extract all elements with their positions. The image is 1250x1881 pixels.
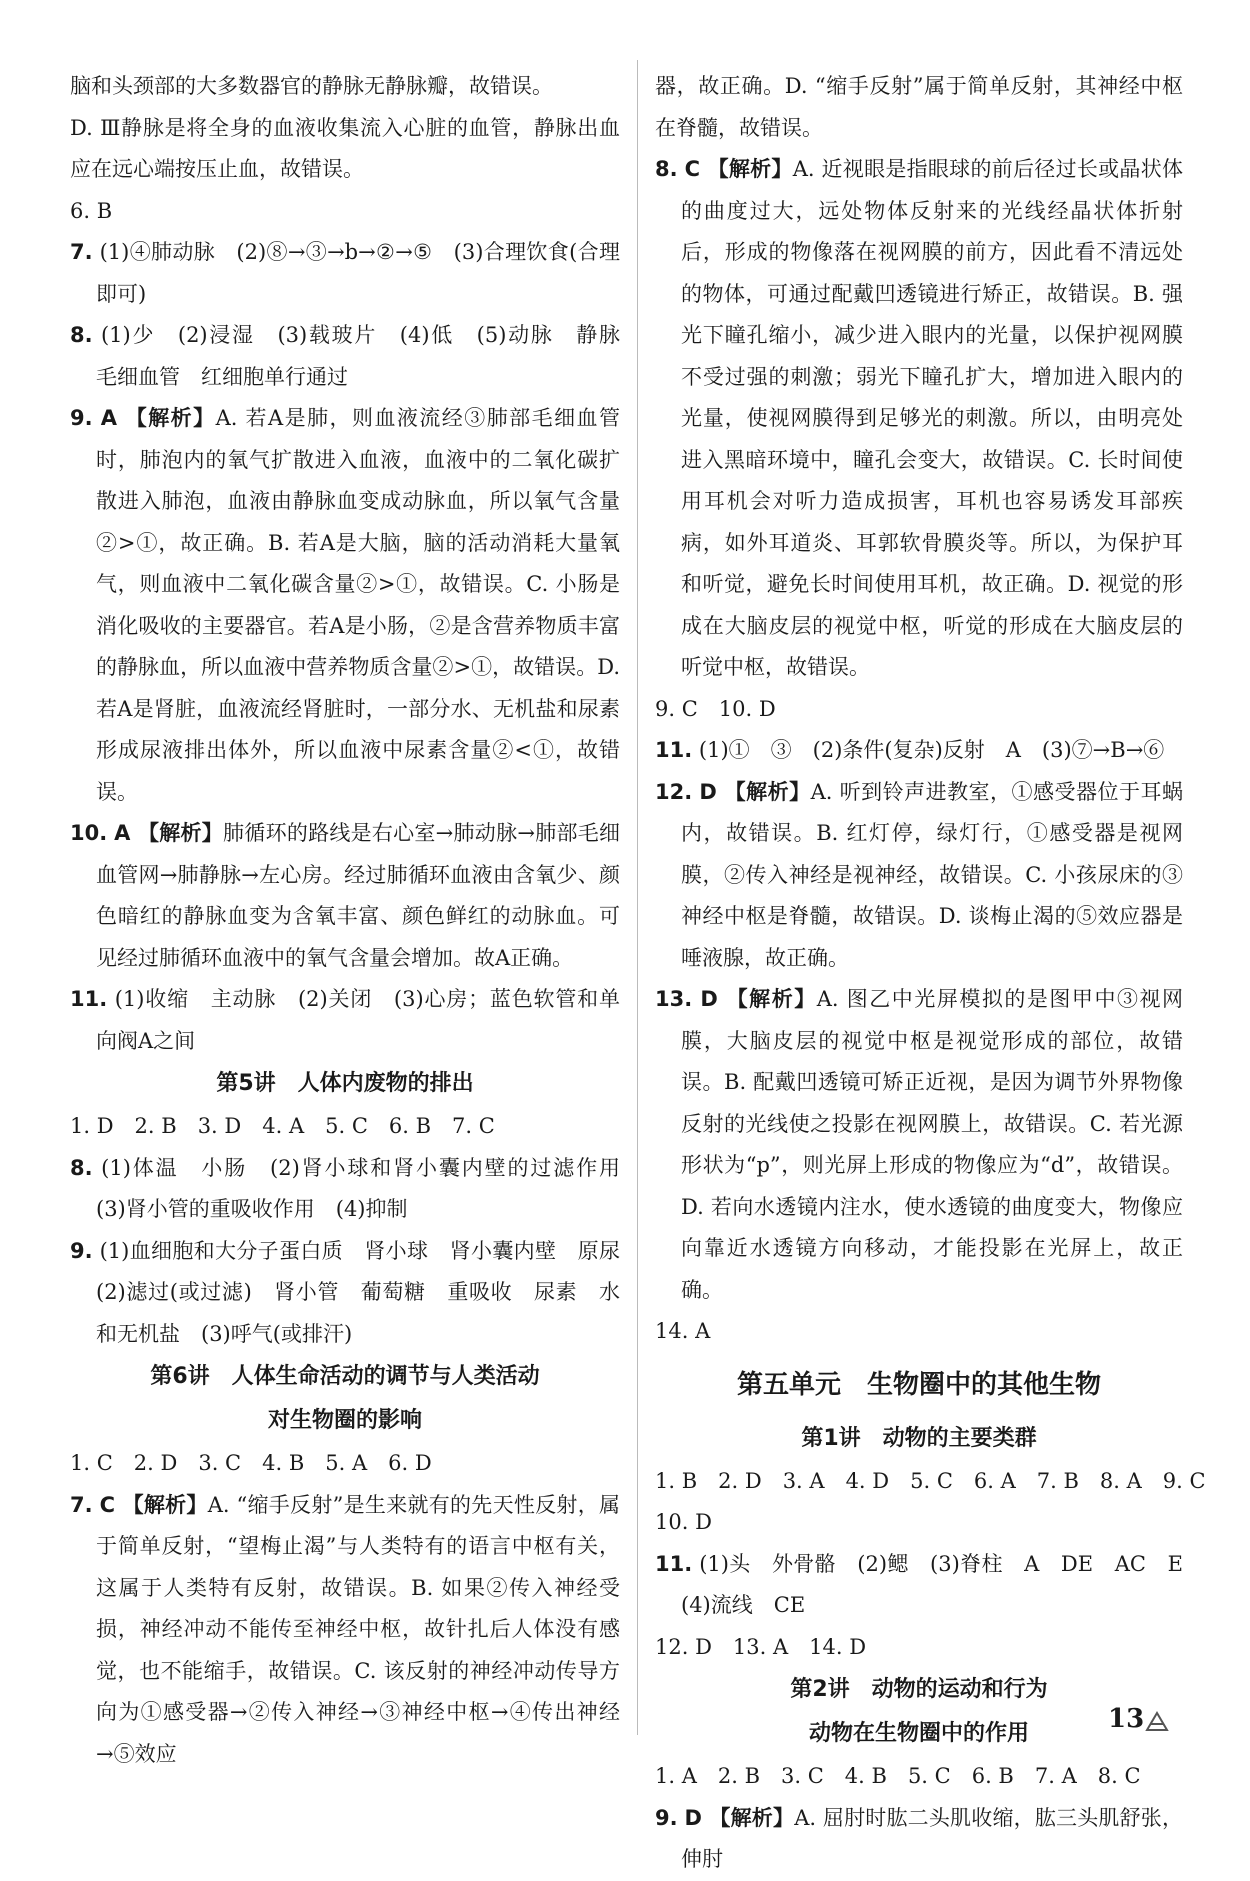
answer-text: (1)少 (2)浸湿 (3)载玻片 (4)低 (5)动脉 静脉 毛细血管 红细胞单行通过 (96, 323, 641, 389)
answer-tag: A 【解析】 (100, 406, 216, 430)
answer-row: 10. D (655, 1510, 712, 1534)
answer-tag: D 【解析】 (700, 987, 817, 1011)
answer-item (655, 66, 1183, 149)
question-number: 11. (655, 738, 693, 762)
answer-item (70, 315, 641, 398)
answer-item (70, 1148, 641, 1231)
answer-text: D. Ⅲ静脉是将全身的血液收集流入心脏的血管，静脉出血应在远心端按压止血，故错误。 (70, 115, 620, 181)
answer-tag: C 【解析】 (99, 1492, 208, 1517)
answer-item (655, 772, 1183, 980)
question-number: 7. (70, 1492, 93, 1517)
page-number: 13 (1108, 1704, 1145, 1734)
answer-text: 脑和头颈部的大多数器官的静脉无静脉瓣，故错误。 (70, 74, 553, 98)
answer-item (70, 1485, 620, 1776)
page-corner-logo-icon (1144, 1710, 1170, 1732)
answer-text: A. 近视眼是指眼球的前后径过长或晶状体的曲度过大，远处物体反射来的光线经晶状体折射后，形成的物像落在视网膜的前方，因此看不清远处的物体，可通过配戴凹透镜进行矫正，故错误。B. 强光下瞳孔缩小，减少进入眼内的光量，以保护视网膜不受过强的刺激；弱光下瞳孔扩大，增加进入眼内的光量，使视网膜得到足够光的刺激。所以，由明亮处进入黑暗环境中，瞳孔会变大，故错误。C. 长时间使用耳机会对听力造成损害，耳机也容易诱发耳部疾病，如外耳道炎、耳郭软骨膜炎等。所以，为保护耳和听觉，避免长时间使用耳机，故正确。D. 视觉的形成在大脑皮层的视觉中枢，听觉的形成在大脑皮层的听觉中枢，故错误。 (681, 157, 1183, 679)
answer-row: 1. A 2. B 3. C 4. B 5. C 6. B 7. A 8. C (655, 1764, 1141, 1788)
question-number: 8. (70, 323, 93, 347)
answer-text: A. 屈肘时肱二头肌收缩，肱三头肌舒张，伸肘 (681, 1805, 1183, 1871)
answer-item (70, 1231, 641, 1356)
question-number: 10. (70, 821, 108, 845)
answer-item (70, 232, 620, 315)
column-divider (637, 60, 638, 1735)
answer-item (70, 108, 620, 191)
question-number: 9. (70, 1238, 93, 1263)
answer-item (655, 1544, 1204, 1627)
answer-text: 肺循环的路线是右心室→肺动脉→肺部毛细血管网→肺静脉→左心房。经过肺循环血液由含氧少、颜色暗红的静脉血变为含氧丰富、颜色鲜红的动脉血。可见经过肺循环血液中的氧气含量会增加。故A正确。 (96, 821, 620, 970)
answer-row: 9. C 10. D (655, 696, 776, 721)
left-column (70, 66, 641, 1775)
question-number: 8. (70, 1155, 93, 1180)
answer-text: A. 若A是肺，则血液流经③肺部毛细血管时，肺泡内的氧气扩散进入血液，血液中的二氧化碳扩散进入肺泡，血液由静脉血变成动脉血，所以氧气含量②>①，故正确。B. 若A是大脑，脑的活动消耗大量氧气，则血液中二氧化碳含量②>①，故错误。C. 小肠是消化吸收的主要器官。若A是小肠，②是含营养物质丰富的静脉血，所以血液中营养物质含量②>①，故错误。D. 若A是肾脏，血液流经肾脏时，一部分水、无机盐和尿素形成尿液排出体外，所以血液中尿素含量②<①，故错误。 (96, 406, 620, 804)
answer-item (655, 149, 1183, 689)
answer-item (70, 813, 620, 979)
answer-item (70, 979, 620, 1062)
answer-row: 12. D 13. A 14. D (655, 1634, 867, 1659)
answer-text: (1)收缩 主动脉 (2)关闭 (3)心房；蓝色软管和单向阀A之间 (96, 987, 620, 1053)
question-number: 9. (655, 1805, 678, 1830)
question-number: 8. (655, 157, 678, 181)
answer-tag: D 【解析】 (699, 779, 811, 804)
answer-text: (1)头 外骨骼 (2)鳃 (3)脊柱 A DE AC E (4)流线 CE (681, 1551, 1204, 1617)
answer-item (70, 66, 620, 108)
answer-tag: A 【解析】 (114, 821, 224, 845)
lecture-heading: 第6讲 人体生命活动的调节与人类活动 (150, 1364, 540, 1389)
answer-item (655, 979, 1183, 1311)
answer-row: 1. D 2. B 3. D 4. A 5. C 6. B 7. C (70, 1114, 495, 1138)
answer-item (70, 398, 620, 813)
question-number: 9. (70, 406, 93, 430)
question-number: 11. (655, 1551, 693, 1576)
lecture-heading: 第1讲 动物的主要类群 (801, 1425, 1037, 1451)
answer-text: A. “缩手反射”是生来就有的先天性反射，属于简单反射，“望梅止渴”与人类特有的语言中枢有关，这属于人类特有反射，故错误。B. 如果②传入神经受损，神经冲动不能传至神经中枢，故针扎后人体没有感觉，也不能缩手，故错误。C. 该反射的神经冲动传导方向为①感受器→②传入神经→③神经中枢→④传出神经→⑤效应 (96, 1492, 620, 1766)
answer-text: (1)体温 小肠 (2)肾小球和肾小囊内壁的过滤作用 (3)肾小管的重吸收作用 (4)抑制 (96, 1155, 641, 1221)
answer-text: (1)① ③ (2)条件(复杂)反射 A (3)⑦→B→⑥ (698, 738, 1165, 762)
answer-item (655, 730, 1183, 772)
answer-row: 1. C 2. D 3. C 4. B 5. A 6. D (70, 1451, 432, 1475)
right-column (655, 66, 1206, 1881)
answer-text: (1)血细胞和大分子蛋白质 肾小球 肾小囊内壁 原尿 (2)滤过(或过滤) 肾小管 葡萄糖 重吸收 尿素 水和无机盐 (3)呼气(或排汗) (96, 1238, 641, 1346)
answer-row: 1. B 2. D 3. A 4. D 5. C 6. A 7. B 8. A 9. C (655, 1468, 1206, 1493)
unit-title: 第五单元 生物圈中的其他生物 (736, 1369, 1101, 1400)
question-number: 13. (655, 987, 693, 1011)
answer-row: 6. B (70, 198, 113, 223)
answer-tag: D 【解析】 (684, 1805, 795, 1830)
lecture-heading: 第2讲 动物的运动和行为 (790, 1677, 1048, 1702)
lecture-heading: 动物在生物圈中的作用 (808, 1721, 1029, 1746)
answer-text: A. 听到铃声进教室，①感受器位于耳蜗内，故错误。B. 红灯停，绿灯行，①感受器是视网膜，②传入神经是视神经，故错误。C. 小孩尿床的③神经中枢是脊髓，故错误。D. 谈梅止渴的⑤效应器是唾液腺，故正确。 (681, 779, 1183, 970)
answer-text: A. 图乙中光屏模拟的是图甲中③视网膜，大脑皮层的视觉中枢是视觉形成的部位，故错误。B. 配戴凹透镜可矫正近视，是因为调节外界物像反射的光线使之投影在视网膜上，故错误。C. 若光源形状为“p”，则光屏上形成的物像应为“d”，故错误。D. 若向水透镜内注水，使水透镜的曲度变大，物像应向靠近水透镜方向移动，才能投影在光屏上，故正确。 (681, 987, 1183, 1302)
answer-row: 14. A (655, 1319, 711, 1343)
answer-text: 器，故正确。D. “缩手反射”属于简单反射，其神经中枢在脊髓，故错误。 (655, 74, 1183, 140)
question-number: 11. (70, 987, 108, 1011)
lecture-heading: 第5讲 人体内废物的排出 (216, 1071, 474, 1096)
answer-item (655, 1798, 1183, 1881)
lecture-heading: 对生物圈的影响 (267, 1408, 422, 1433)
question-number: 7. (70, 240, 93, 264)
question-number: 12. (655, 779, 693, 804)
answer-tag: C 【解析】 (684, 157, 793, 181)
answer-text: (1)④肺动脉 (2)⑧→③→b→②→⑤ (3)合理饮食(合理即可) (96, 240, 620, 306)
